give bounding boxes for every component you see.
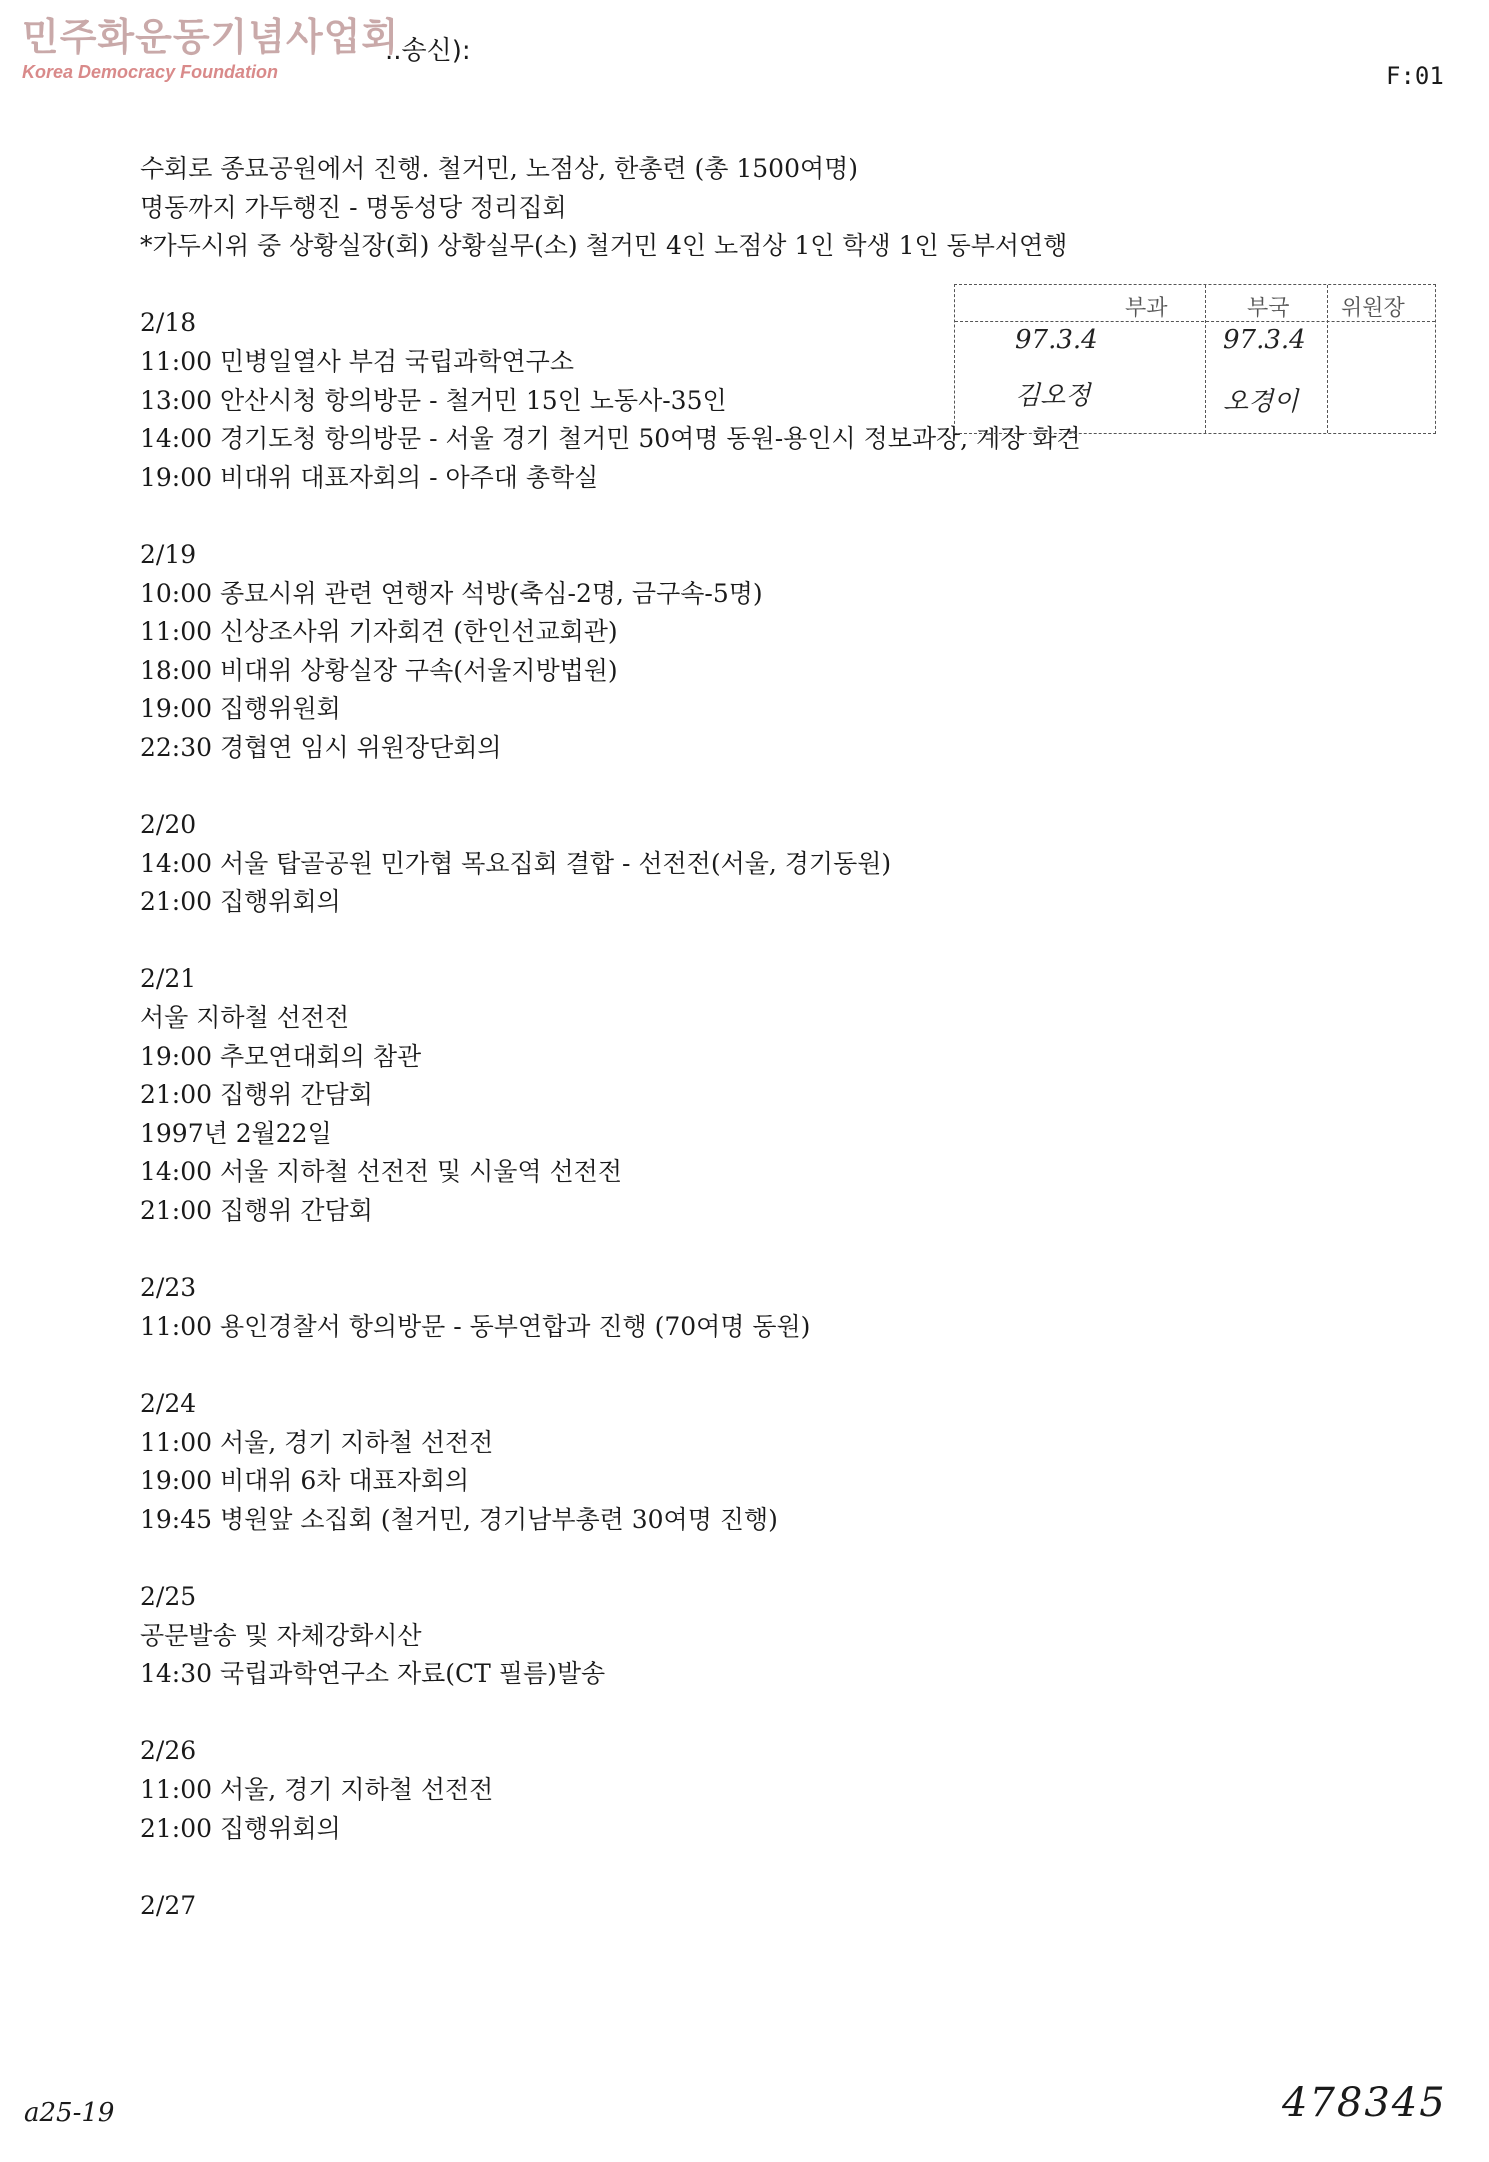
blank-line — [140, 1231, 1290, 1270]
document-number: 478345 — [1282, 2080, 1447, 2126]
blank-line — [140, 768, 1290, 807]
schedule-line: 11:00 용인경찰서 항의방문 - 동부연합과 진행 (70여명 동원) — [140, 1311, 811, 1341]
schedule-line: 13:00 안산시청 항의방문 - 철거민 15인 노동사-35인 — [140, 385, 727, 415]
schedule-line: 18:00 비대위 상황실장 구속(서울지방법원) — [140, 655, 618, 685]
schedule-line: 서울 지하철 선전전 — [140, 1003, 350, 1033]
schedule-line: 21:00 집행위 간담회 — [140, 1080, 373, 1110]
schedule-line: 수회로 종묘공원에서 진행. 철거민, 노점상, 한총련 (총 1500여명) — [140, 154, 859, 183]
schedule-line: 11:00 서울, 경기 지하철 선전전 — [140, 1427, 494, 1457]
date-heading: 2/19 — [140, 539, 197, 569]
date-heading: 2/27 — [140, 1890, 197, 1920]
schedule-line: 1997년 2월22일 — [140, 1118, 332, 1148]
blank-line — [140, 1694, 1290, 1733]
date-heading: 2/26 — [140, 1736, 197, 1766]
date-heading: 2/25 — [140, 1581, 197, 1611]
date-heading: 2/23 — [140, 1273, 197, 1303]
schedule-line: 명동까지 가두행진 - 명동성당 정리집회 — [140, 192, 567, 222]
fax-sender-header: ..송신): — [385, 36, 471, 66]
schedule-line: *가두시위 중 상황실장(회) 상황실무(소) 철거민 4인 노점상 1인 학생 1인 동부서연행 — [140, 231, 1068, 261]
schedule-line: 11:00 신상조사위 기자회견 (한인선교회관) — [140, 617, 618, 647]
stamp-date-left: 97.3.4 — [1015, 325, 1098, 355]
stamp-divider — [1327, 285, 1328, 433]
schedule-line: 22:30 경협연 임시 위원장단회의 — [140, 732, 502, 762]
blank-line — [140, 922, 1290, 961]
schedule-line: 11:00 서울, 경기 지하철 선전전 — [140, 1774, 494, 1804]
schedule-line: 19:00 추모연대회의 참관 — [140, 1041, 422, 1071]
schedule-line: 21:00 집행위회의 — [140, 1813, 341, 1843]
date-heading: 2/18 — [140, 308, 197, 338]
fax-page-number: F:01 — [1386, 62, 1444, 90]
blank-line — [140, 1848, 1290, 1887]
schedule-line: 19:00 비대위 6차 대표자회의 — [140, 1466, 470, 1496]
foundation-logo-english: Korea Democracy Foundation — [22, 62, 279, 82]
stamp-signature-right: 오경이 — [1223, 387, 1299, 417]
schedule-line: 14:00 서울 지하철 선전전 및 시울역 선전전 — [140, 1157, 622, 1187]
schedule-line: 14:00 서울 탑골공원 민가협 목요집회 결합 - 선전전(서울, 경기동원) — [140, 848, 892, 878]
stamp-signature-left: 김오정 — [1015, 381, 1091, 411]
stamp-header-bureau: 부국 — [1247, 296, 1290, 321]
blank-line — [140, 497, 1290, 536]
schedule-line: 공문발송 및 자체강화시산 — [140, 1620, 422, 1650]
schedule-line: 21:00 집행위회의 — [140, 887, 341, 917]
date-heading: 2/24 — [140, 1389, 197, 1418]
stamp-date-right: 97.3.4 — [1223, 325, 1306, 355]
blank-line — [140, 1346, 1290, 1385]
schedule-line: 19:00 비대위 대표자회의 - 아주대 총학실 — [140, 462, 599, 492]
schedule-line: 21:00 집행위 간담회 — [140, 1196, 373, 1226]
schedule-line: 10:00 종묘시위 관련 연행자 석방(축심-2명, 금구속-5명) — [140, 578, 763, 608]
schedule-line: 11:00 민병일열사 부검 국립과학연구소 — [140, 346, 574, 376]
date-heading: 2/20 — [140, 810, 197, 840]
foundation-logo-korean: 민주화운동기념사업회 — [22, 15, 400, 59]
stamp-header-chair: 위원장 — [1341, 296, 1405, 321]
schedule-line: 19:00 집행위원회 — [140, 694, 341, 724]
approval-stamp-box — [954, 284, 1436, 434]
schedule-line: 14:00 경기도청 항의방문 - 서울 경기 철거민 50여명 동원-용인시 정보과장, 계장 화견 — [140, 424, 1081, 454]
archive-code: a25-19 — [24, 2098, 115, 2128]
stamp-header-dept: 부과 — [1125, 296, 1168, 321]
blank-line — [140, 1539, 1290, 1578]
stamp-divider — [1205, 285, 1206, 433]
schedule-line: 14:30 국립과학연구소 자료(CT 필름)발송 — [140, 1659, 606, 1689]
schedule-line: 19:45 병원앞 소집회 (철거민, 경기남부총련 30여명 진행) — [140, 1504, 778, 1534]
date-heading: 2/21 — [140, 964, 197, 994]
